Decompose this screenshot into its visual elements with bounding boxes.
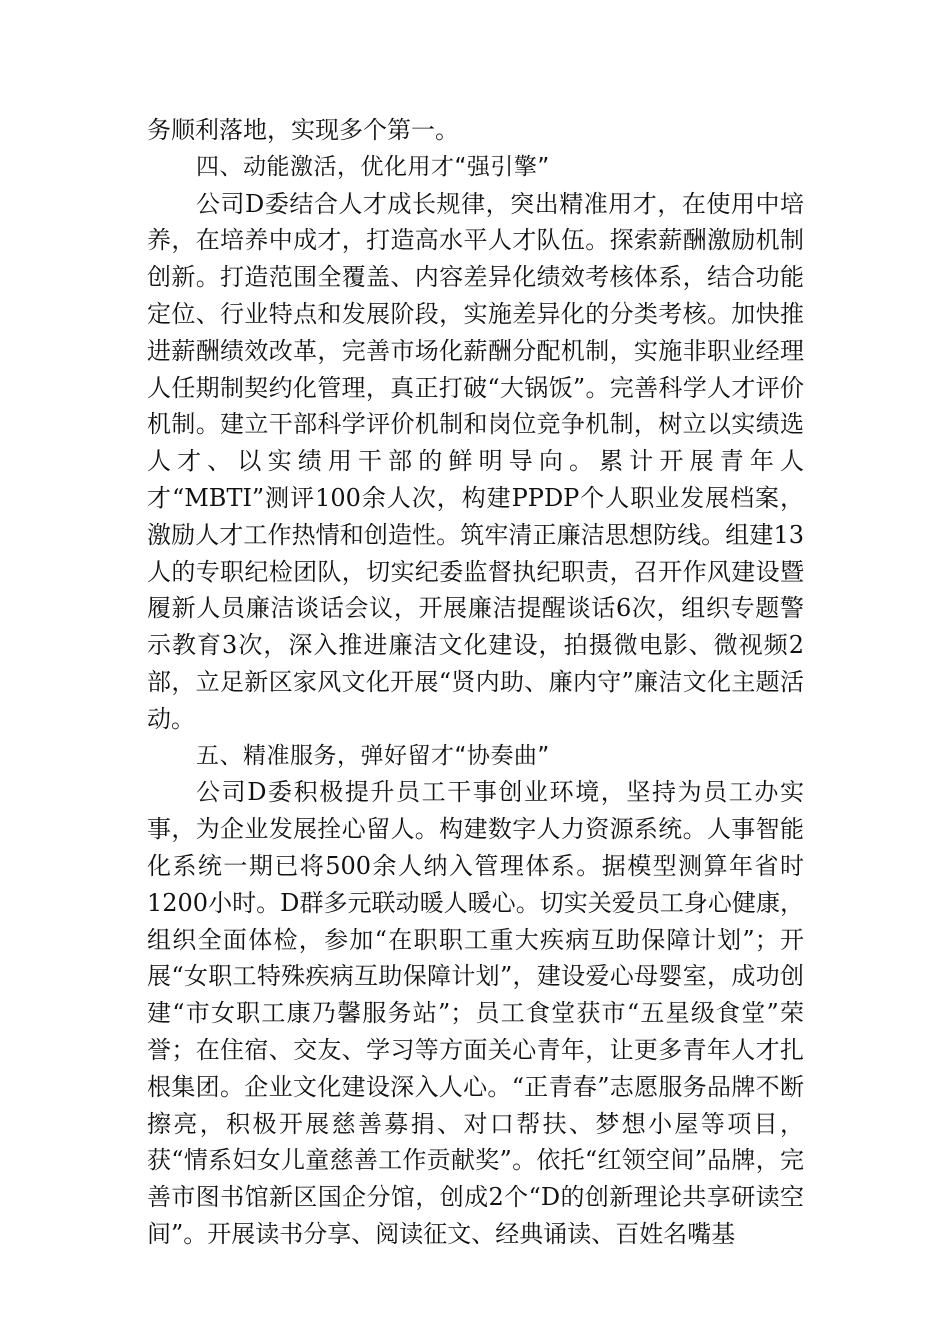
section-body-5: 公司D委积极提升员工干事创业环境，坚持为员工办实事，为企业发展拴心留人。构建数字人力资源系统。人事智能化系统一期已将500余人纳入管理体系。据模型测算年省时1200小时。D群多元联动暖人暖心。切实关爱员工身心健康，组织全面体检，参加“在职职工重大疾病互助保障计划”；开展“女职工特殊疾病互助保障计划”，建设爱心母婴室，成功创建“市女职工康乃馨服务站”；员工食堂获市“五星级食堂”荣誉；在住宿、交友、学习等方面关心青年，让更多青年人才扎根集团。企业文化建设深入人心。“正青春”志愿服务品牌不断擦亮，积极开展慈善募捐、对口帮扶、梦想小屋等项目，获“情系妇女儿童慈善工作贡献奖”。依托“红领空间”品牌，完善市图书馆新区国企分馆，创成2个“D的创新理论共享研读空间”。开展读书分享、阅读征文、经典诵读、百姓名嘴基 [147, 778, 804, 1248]
continuation-paragraph: 务顺利落地，实现多个第一。 [147, 116, 459, 144]
document-body [147, 112, 804, 1253]
section-heading-5: 五、精准服务，弹好留才“协奏曲” [196, 742, 550, 769]
section-heading-4: 四、动能激活，优化用才“强引擎” [196, 153, 550, 180]
section-body-4: 公司D委结合人才成长规律，突出精准用才，在使用中培养，在培养中成才，打造高水平人才队伍。探索薪酬激励机制创新。打造范围全覆盖、内容差异化绩效考核体系，结合功能定位、行业特点和发展阶段，实施差异化的分类考核。加快推进薪酬绩效改革，完善市场化薪酬分配机制，实施非职业经理人任期制契约化管理，真正打破“大锅饭”。完善科学人才评价机制。建立干部科学评价机制和岗位竞争机制，树立以实绩选人才、以实绩用干部的鲜明导向。累计开展青年人才“MBTI”测评100余人次，构建PPDP个人职业发展档案，激励人才工作热情和创造性。筑牢清正廉洁思想防线。组建13人的专职纪检团队，切实纪委监督执纪职责，召开作风建设暨履新人员廉洁谈话会议，开展廉洁提醒谈话6次，组织专题警示教育3次，深入推进廉洁文化建设，拍摄微电影、微视频2部，立足新区家风文化开展“贤内助、廉内守”廉洁文化主题活动。 [147, 189, 804, 733]
